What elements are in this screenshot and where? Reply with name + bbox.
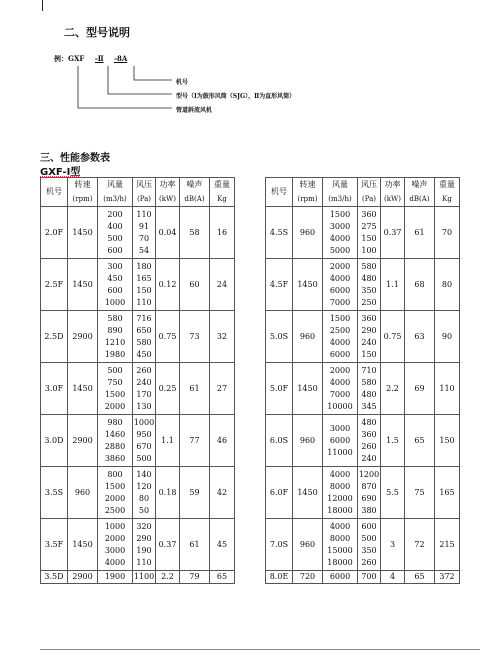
cell-pressure-values	[133, 467, 156, 519]
cell-flow-values	[98, 207, 133, 259]
flow-value: 600	[107, 245, 123, 255]
table-header-row	[266, 178, 460, 207]
cell-power: 0.25	[156, 363, 180, 415]
annotation-fan: 管道斜流风机	[176, 107, 213, 114]
cell-speed: 960	[68, 467, 98, 519]
cell-model: 6.0F	[266, 467, 293, 519]
cell-speed: 2900	[68, 571, 98, 584]
column-header-label: 风量	[332, 180, 348, 189]
flow-value: 980	[107, 417, 123, 427]
column-header-label: 风压	[361, 180, 377, 189]
flow-value: 3000	[329, 423, 351, 433]
table-row	[41, 311, 235, 363]
column-header-unit: (rpm)	[72, 195, 93, 203]
cell-weight: 215	[435, 519, 460, 571]
flow-value: 1500	[329, 209, 351, 219]
cell-pressure-values	[133, 363, 156, 415]
cell-model: 2.5F	[41, 259, 68, 311]
cell-power: 2.2	[156, 571, 180, 584]
column-header	[98, 178, 133, 207]
pressure-value: 91	[138, 221, 150, 231]
cell-model: 6.0S	[266, 415, 293, 467]
cell-power: 1.1	[156, 415, 180, 467]
pressure-value: 190	[136, 545, 152, 555]
table-row	[266, 311, 460, 363]
flow-value: 6000	[329, 285, 351, 295]
cell-flow-values	[323, 363, 358, 415]
pressure-value: 110	[136, 209, 152, 219]
annotation-size: 机号	[176, 79, 189, 86]
flow-value: 4000	[329, 233, 351, 243]
column-header-unit: (kW)	[159, 195, 176, 203]
cell-weight: 150	[435, 415, 460, 467]
flow-value: 4000	[329, 337, 351, 347]
table-row	[41, 467, 235, 519]
pressure-value: 290	[136, 533, 152, 543]
cell-speed: 1450	[293, 467, 323, 519]
cell-noise: 65	[405, 571, 435, 584]
flow-value: 2000	[329, 261, 351, 271]
cell-noise: 61	[180, 519, 210, 571]
cell-pressure-values	[358, 259, 381, 311]
cell-noise: 69	[405, 363, 435, 415]
flow-value: 10000	[327, 401, 353, 411]
pressure-value: 500	[361, 533, 377, 543]
pressure-value: 130	[136, 401, 152, 411]
cell-weight: 27	[210, 363, 235, 415]
pressure-value: 580	[136, 337, 152, 347]
table-row	[41, 207, 235, 259]
pressure-value: 350	[361, 285, 377, 295]
column-header-label: 功率	[159, 180, 176, 189]
column-header-unit: (kW)	[384, 195, 401, 203]
pressure-value: 320	[136, 521, 152, 531]
table-row	[266, 519, 460, 571]
cell-noise: 65	[405, 415, 435, 467]
cell-power: 0.04	[156, 207, 180, 259]
cell-speed: 960	[293, 415, 323, 467]
model-prefix: 例：GXF	[54, 54, 85, 63]
pressure-value: 500	[136, 453, 152, 463]
flow-value: 8000	[329, 481, 351, 491]
cell-model: 8.0E	[266, 571, 293, 584]
column-header	[435, 178, 460, 207]
pressure-value: 240	[361, 337, 377, 347]
pressure-value: 870	[361, 481, 377, 491]
cell-speed: 1450	[68, 259, 98, 311]
column-header-unit: (Pa)	[136, 195, 152, 203]
cell-speed: 960	[293, 519, 323, 571]
cell-speed: 960	[293, 311, 323, 363]
table-row	[266, 207, 460, 259]
column-header	[41, 178, 68, 207]
cell-noise: 79	[180, 571, 210, 584]
flow-value: 300	[107, 261, 123, 271]
cell-speed: 2900	[68, 311, 98, 363]
flow-value: 15000	[327, 545, 353, 555]
cell-noise: 63	[405, 311, 435, 363]
column-header	[133, 178, 156, 207]
column-header	[323, 178, 358, 207]
pressure-value: 600	[361, 521, 377, 531]
column-header	[381, 178, 405, 207]
cell-pressure-values	[358, 415, 381, 467]
cell-model: 5.0F	[266, 363, 293, 415]
flow-value: 890	[107, 325, 123, 335]
cell-pressure-values	[133, 571, 156, 584]
cell-model: 2.0F	[41, 207, 68, 259]
cell-weight: 46	[210, 415, 235, 467]
column-header-label: 重量	[439, 180, 455, 189]
flow-value: 4000	[104, 557, 126, 567]
pressure-value: 140	[136, 469, 152, 479]
flow-value: 3000	[104, 545, 126, 555]
cell-flow-values	[98, 259, 133, 311]
cell-weight: 80	[435, 259, 460, 311]
cell-flow-values	[323, 311, 358, 363]
column-header-label: 风量	[107, 180, 123, 189]
flow-value: 6000	[329, 572, 351, 581]
pressure-value: 650	[136, 325, 152, 335]
pressure-value: 50	[138, 505, 150, 515]
cell-speed: 1450	[293, 259, 323, 311]
flow-value: 4000	[329, 377, 351, 387]
cell-power: 0.75	[156, 311, 180, 363]
pressure-value: 100	[361, 245, 377, 255]
flow-value: 2500	[329, 325, 351, 335]
flow-value: 200	[107, 209, 123, 219]
cell-flow-values	[323, 571, 358, 584]
flow-value: 600	[107, 285, 123, 295]
cell-model: 4.5S	[266, 207, 293, 259]
cell-weight: 24	[210, 259, 235, 311]
model-explanation-lines	[0, 0, 489, 120]
table-row	[266, 363, 460, 415]
cell-power: 4	[381, 571, 405, 584]
flow-value: 1500	[104, 389, 126, 399]
pressure-value: 275	[361, 221, 377, 231]
cell-noise: 61	[405, 207, 435, 259]
cell-model: 3.5D	[41, 571, 68, 584]
cell-pressure-values	[133, 519, 156, 571]
pressure-value: 710	[361, 365, 377, 375]
flow-value: 4000	[329, 521, 351, 531]
column-header	[180, 178, 210, 207]
page-bottom-rule	[40, 649, 480, 650]
table-row	[266, 259, 460, 311]
pressure-value: 120	[136, 481, 152, 491]
column-header-label: 机号	[271, 187, 287, 196]
cell-weight: 90	[435, 311, 460, 363]
cell-flow-values	[98, 363, 133, 415]
pressure-value: 690	[361, 493, 377, 503]
flow-value: 12000	[327, 493, 353, 503]
cell-speed: 1450	[293, 363, 323, 415]
table-row	[41, 415, 235, 467]
pressure-value: 1200	[358, 469, 380, 479]
cell-pressure-values	[358, 311, 381, 363]
cell-model: 3.5S	[41, 467, 68, 519]
pressure-value: 360	[361, 209, 377, 219]
flow-value: 8000	[329, 533, 351, 543]
flow-value: 2880	[104, 441, 126, 451]
cell-flow-values	[323, 207, 358, 259]
cell-flow-values	[98, 519, 133, 571]
pressure-value: 54	[138, 245, 150, 255]
cell-pressure-values	[358, 207, 381, 259]
pressure-value: 260	[361, 557, 377, 567]
cell-pressure-values	[133, 415, 156, 467]
cell-noise: 72	[405, 519, 435, 571]
cell-weight: 16	[210, 207, 235, 259]
cell-power: 0.12	[156, 259, 180, 311]
cell-weight: 45	[210, 519, 235, 571]
cell-speed: 1450	[68, 207, 98, 259]
pressure-value: 360	[361, 429, 377, 439]
cell-flow-values	[323, 259, 358, 311]
cell-model: 3.5F	[41, 519, 68, 571]
cell-noise: 75	[405, 467, 435, 519]
column-header-unit: Kg	[442, 195, 452, 203]
flow-value: 2000	[104, 401, 126, 411]
cell-flow-values	[98, 415, 133, 467]
flow-value: 800	[107, 469, 123, 479]
table-row	[41, 363, 235, 415]
flow-value: 500	[107, 365, 123, 375]
cell-weight: 32	[210, 311, 235, 363]
table-row	[41, 519, 235, 571]
flow-value: 7000	[329, 389, 351, 399]
cell-power: 2.2	[381, 363, 405, 415]
annotation-type: 型号（Ⅰ为鼓形风筒（SJG），Ⅱ为直形风筒）	[176, 93, 296, 100]
cell-speed: 2900	[68, 415, 98, 467]
pressure-value: 480	[361, 273, 377, 283]
pressure-value: 110	[136, 557, 152, 567]
column-header	[358, 178, 381, 207]
model-type-code: -Ⅱ	[94, 54, 104, 63]
section3-heading: 三、性能参数表	[40, 153, 110, 164]
flow-value: 2000	[104, 533, 126, 543]
cell-power: 1.5	[381, 415, 405, 467]
pressure-value: 380	[361, 505, 377, 515]
cell-power: 0.75	[381, 311, 405, 363]
cell-weight: 42	[210, 467, 235, 519]
cell-model: 2.5D	[41, 311, 68, 363]
cell-flow-values	[323, 467, 358, 519]
column-header-label: 转速	[299, 180, 316, 189]
column-header-label: 转速	[74, 180, 91, 189]
flow-value: 5000	[329, 245, 351, 255]
flow-value: 4000	[329, 273, 351, 283]
cell-flow-values	[323, 415, 358, 467]
pressure-value: 170	[136, 389, 152, 399]
column-header	[68, 178, 98, 207]
column-header-label: 功率	[384, 180, 401, 189]
pressure-value: 700	[361, 572, 377, 581]
flow-value: 7000	[329, 297, 351, 307]
pressure-value: 250	[361, 297, 377, 307]
flow-value: 4000	[329, 469, 351, 479]
pressure-value: 240	[361, 453, 377, 463]
flow-value: 1210	[104, 337, 126, 347]
cell-weight: 70	[435, 207, 460, 259]
pressure-value: 70	[138, 233, 150, 243]
column-header-label: 噪声	[186, 180, 203, 189]
performance-table-right	[265, 177, 460, 584]
pressure-value: 110	[136, 297, 152, 307]
column-header-unit: (rpm)	[297, 195, 318, 203]
flow-value: 6000	[329, 435, 351, 445]
cell-model: 5.0S	[266, 311, 293, 363]
section2-heading: 二、型号说明	[64, 26, 130, 39]
flow-value: 1500	[104, 481, 126, 491]
pressure-value: 345	[361, 401, 377, 411]
cell-pressure-values	[358, 519, 381, 571]
flow-value: 3000	[329, 221, 351, 231]
cell-speed: 960	[293, 207, 323, 259]
column-header	[405, 178, 435, 207]
pressure-value: 165	[136, 273, 152, 283]
table-header-row	[41, 178, 235, 207]
cell-speed: 1450	[68, 519, 98, 571]
table-row	[41, 259, 235, 311]
cell-noise: 73	[180, 311, 210, 363]
column-header-unit: Kg	[217, 195, 227, 203]
cell-model: 3.0F	[41, 363, 68, 415]
cell-noise: 58	[180, 207, 210, 259]
pressure-value: 670	[136, 441, 152, 451]
flow-value: 1500	[329, 313, 351, 323]
cell-pressure-values	[358, 571, 381, 584]
column-header-unit: dB(A)	[184, 195, 205, 203]
cell-pressure-values	[133, 259, 156, 311]
cell-power: 1.1	[381, 259, 405, 311]
pressure-value: 950	[136, 429, 152, 439]
cell-weight: 110	[435, 363, 460, 415]
performance-table-left	[40, 177, 235, 584]
pressure-value: 480	[361, 389, 377, 399]
flow-value: 1000	[104, 297, 126, 307]
column-header	[293, 178, 323, 207]
cell-weight: 372	[435, 571, 460, 584]
cell-power: 0.37	[156, 519, 180, 571]
pressure-value: 150	[361, 349, 377, 359]
pressure-value: 80	[138, 493, 150, 503]
cell-flow-values	[323, 519, 358, 571]
column-header-label: 重量	[214, 180, 230, 189]
flow-value: 2000	[104, 493, 126, 503]
flow-value: 450	[107, 273, 123, 283]
flow-value: 6000	[329, 349, 351, 359]
cell-noise: 68	[405, 259, 435, 311]
flow-value: 400	[107, 221, 123, 231]
column-header-label: 机号	[46, 187, 62, 196]
pressure-value: 1000	[133, 417, 155, 427]
pressure-value: 716	[136, 313, 152, 323]
flow-value: 1900	[104, 572, 126, 581]
flow-value: 500	[107, 233, 123, 243]
cell-flow-values	[98, 311, 133, 363]
cell-power: 5.5	[381, 467, 405, 519]
cell-noise: 77	[180, 415, 210, 467]
flow-value: 18000	[327, 505, 353, 515]
cell-noise: 59	[180, 467, 210, 519]
column-header-label: 噪声	[411, 180, 428, 189]
table-row	[266, 571, 460, 584]
flow-value: 2000	[329, 365, 351, 375]
cell-flow-values	[98, 571, 133, 584]
column-header	[266, 178, 293, 207]
pressure-value: 150	[361, 233, 377, 243]
flow-value: 1460	[104, 429, 126, 439]
flow-value: 1980	[104, 349, 126, 359]
pressure-value: 260	[136, 365, 152, 375]
cell-speed: 1450	[68, 363, 98, 415]
cell-weight: 165	[435, 467, 460, 519]
pressure-value: 480	[361, 417, 377, 427]
cell-pressure-values	[133, 311, 156, 363]
cell-power: 0.37	[381, 207, 405, 259]
cell-flow-values	[98, 467, 133, 519]
table-row	[41, 571, 235, 584]
cell-power: 3	[381, 519, 405, 571]
cell-pressure-values	[133, 207, 156, 259]
flow-value: 2500	[104, 505, 126, 515]
cell-pressure-values	[358, 363, 381, 415]
cell-model: 7.0S	[266, 519, 293, 571]
flow-value: 580	[107, 313, 123, 323]
model-series-label: GXF-Ⅰ型	[40, 167, 81, 178]
cell-model: 3.0D	[41, 415, 68, 467]
flow-value: 18000	[327, 557, 353, 567]
flow-value: 11000	[327, 447, 353, 457]
pressure-value: 260	[361, 441, 377, 451]
pressure-value: 450	[136, 349, 152, 359]
table-row	[266, 467, 460, 519]
flow-value: 3860	[104, 453, 126, 463]
model-size-code: -8A	[114, 54, 128, 63]
cell-noise: 61	[180, 363, 210, 415]
pressure-value: 360	[361, 313, 377, 323]
flow-value: 1000	[104, 521, 126, 531]
cell-weight: 65	[210, 571, 235, 584]
column-header-unit: dB(A)	[409, 195, 430, 203]
column-header-unit: (m3/h)	[328, 195, 352, 203]
cell-noise: 60	[180, 259, 210, 311]
column-header-unit: (Pa)	[361, 195, 377, 203]
pressure-value: 580	[361, 261, 377, 271]
cell-power: 0.18	[156, 467, 180, 519]
column-header	[210, 178, 235, 207]
pressure-value: 180	[136, 261, 152, 271]
pressure-value: 290	[361, 325, 377, 335]
flow-value: 750	[107, 377, 123, 387]
pressure-value: 580	[361, 377, 377, 387]
pressure-value: 350	[361, 545, 377, 555]
pressure-value: 1100	[133, 572, 155, 581]
column-header-label: 风压	[136, 180, 152, 189]
column-header-unit: (m3/h)	[103, 195, 127, 203]
cell-model: 4.5F	[266, 259, 293, 311]
cell-pressure-values	[358, 467, 381, 519]
column-header	[156, 178, 180, 207]
table-row	[266, 415, 460, 467]
pressure-value: 240	[136, 377, 152, 387]
cell-speed: 720	[293, 571, 323, 584]
pressure-value: 150	[136, 285, 152, 295]
